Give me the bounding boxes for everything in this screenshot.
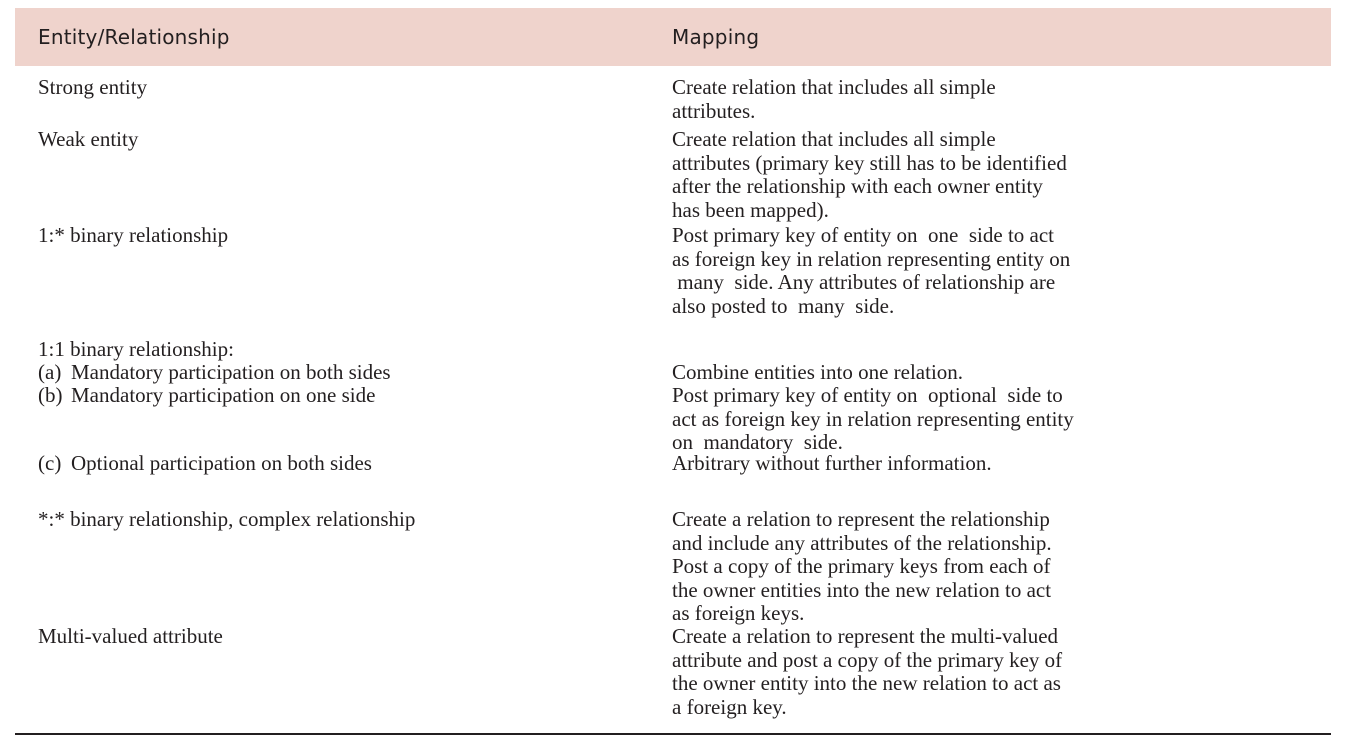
mapping-cell: Create a relation to represent the multi-valued attribute and post a copy of the primary key of the owner entity into the new relation to act as a foreign key. [672,624,1063,719]
entity-cell: Multi-valued attribute [38,624,223,648]
mapping-table [15,8,1331,719]
header-mapping: Mapping [672,25,760,49]
entity-cell: Weak entity [38,127,139,151]
entity-subitem-cell: (b) Mandatory participation on one side [38,383,376,407]
mapping-cell: Combine entities into one relation. [672,360,964,384]
header-entity-relationship: Entity/Relationship [38,25,230,49]
entity-cell: *:* binary relationship, complex relationship [38,507,416,531]
entity-cell: 1:1 binary relationship: [38,337,234,361]
mapping-cell: Create relation that includes all simple attributes (primary key still has to be identified after the relationship with each owner entity has been mapped). [672,127,1067,222]
mapping-cell: Post primary key of entity on optional side to act as foreign key in relation representing entity on mandatory side. [672,383,1074,454]
mapping-cell: Arbitrary without further information. [672,451,992,475]
mapping-cell: Create a relation to represent the relationship and include any attributes of the relationship. Post a copy of the primary keys from each of the owner entities into the new relation to act as foreign keys. [672,507,1052,625]
entity-subitem-cell: (c) Optional participation on both sides [38,451,372,475]
table-bottom-rule [15,733,1331,735]
entity-cell: Strong entity [38,75,148,99]
entity-cell: 1:* binary relationship [38,223,229,247]
entity-subitem-cell: (a) Mandatory participation on both sides [38,360,391,384]
table-header [15,8,1331,66]
mapping-cell: Post primary key of entity on one side to act as foreign key in relation representing entity on many side. Any attributes of relationship are also posted to many side. [672,223,1071,318]
mapping-cell: Create relation that includes all simple attributes. [672,75,996,123]
